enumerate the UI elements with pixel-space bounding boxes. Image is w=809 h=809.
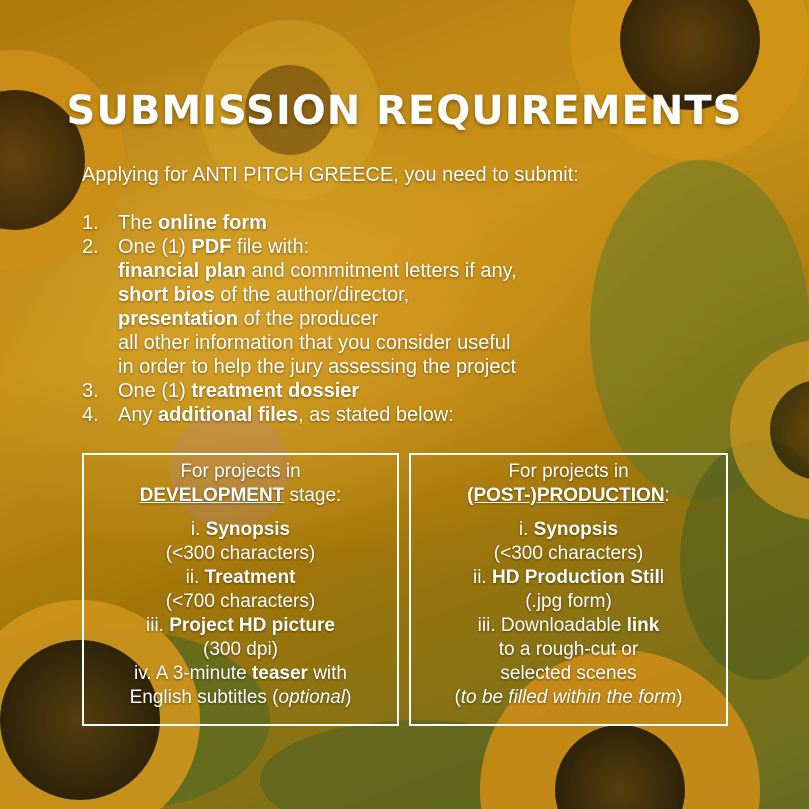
step-text: One (1) <box>118 380 192 402</box>
box-note: to a rough-cut or <box>498 639 639 660</box>
box-note: (<700 characters) <box>165 591 316 612</box>
step-emphasis: treatment dossier <box>191 380 360 402</box>
step-item <box>82 403 517 427</box>
box-note: English subtitles (optional) <box>129 687 352 708</box>
box-item: ii. HD Production Still <box>472 567 665 588</box>
step-text: file with: <box>231 236 310 258</box>
box-note: (<300 characters) <box>493 543 644 564</box>
pdf-item: presentation of the producer <box>118 308 379 330</box>
step-number: 3. <box>82 380 99 402</box>
pdf-item: financial plan and commitment letters if any, <box>118 260 517 282</box>
box-heading: For projects in <box>508 461 629 482</box>
box-note: selected scenes <box>500 663 637 684</box>
step-item <box>82 379 517 403</box>
step-text: One (1) <box>118 236 192 258</box>
pdf-item: all other information that you consider useful <box>118 332 511 354</box>
step-emphasis: online form <box>158 212 267 234</box>
step-text: Any <box>118 404 159 426</box>
step-number: 2. <box>82 236 99 258</box>
box-note: (.jpg form) <box>525 591 612 612</box>
box-note: (to be filled within the form) <box>454 687 683 708</box>
box-heading-stage: DEVELOPMENT stage: <box>139 485 342 506</box>
step-number: 1. <box>82 212 99 234</box>
box-item: i. Synopsis <box>518 519 619 540</box>
box-note: (300 dpi) <box>203 639 278 660</box>
step-emphasis: additional files <box>158 404 299 426</box>
pdf-item: short bios of the author/director, <box>118 284 410 306</box>
step-item <box>82 235 517 379</box>
page-title: SUBMISSION REQUIREMENTS <box>66 88 743 134</box>
box-item: iii. Project HD picture <box>146 615 335 636</box>
production-box <box>409 453 728 726</box>
box-note: (<300 characters) <box>165 543 316 564</box>
step-text: The <box>118 212 159 234</box>
intro-text: Applying for ANTI PITCH GREECE, you need to submit: <box>82 164 579 186</box>
step-number: 4. <box>82 404 99 426</box>
submission-steps <box>82 211 517 427</box>
step-item <box>82 211 517 235</box>
box-heading: For projects in <box>180 461 301 482</box>
box-item: iv. A 3-minute teaser with <box>133 663 347 684</box>
box-item: iii. Downloadable link <box>477 615 660 636</box>
step-text: , as stated below: <box>298 404 454 426</box>
box-item: ii. Treatment <box>185 567 296 588</box>
step-emphasis: PDF <box>191 236 232 258</box>
development-box <box>82 453 399 726</box>
pdf-item: in order to help the jury assessing the project <box>118 356 516 378</box>
box-heading-stage: (POST-)PRODUCTION: <box>467 485 670 506</box>
box-item: i. Synopsis <box>190 519 291 540</box>
